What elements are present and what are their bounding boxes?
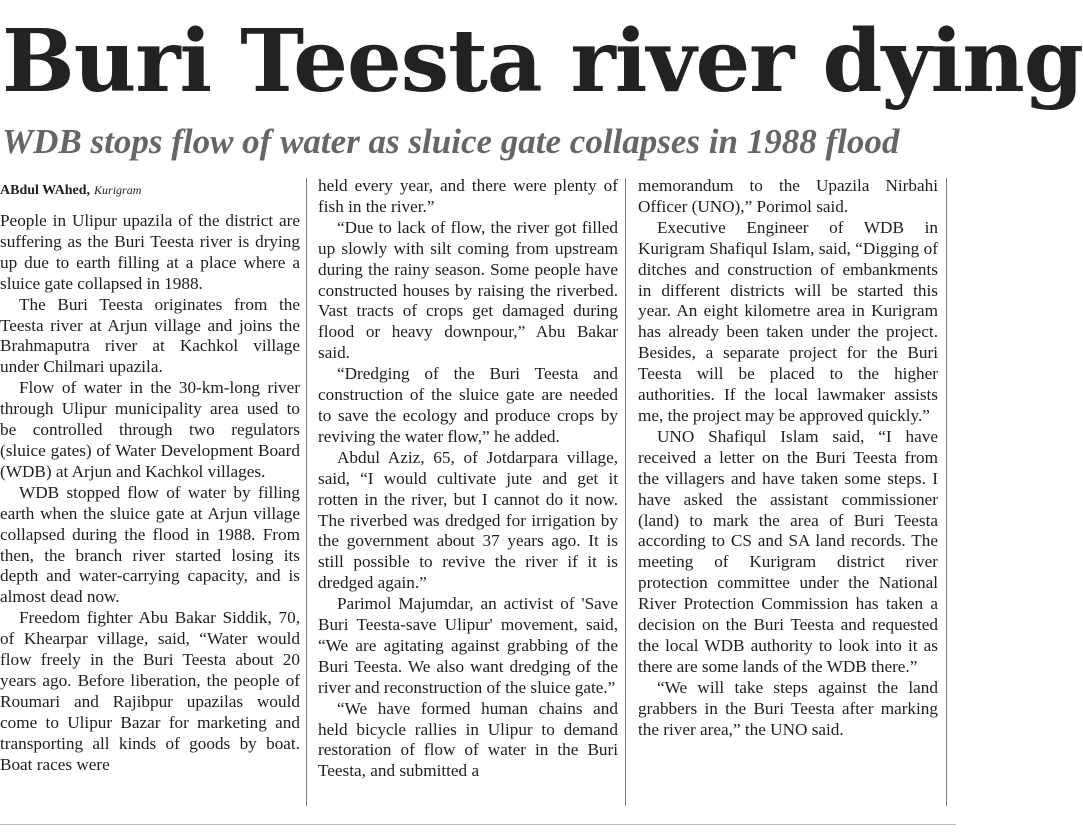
- article-column-2: [318, 176, 618, 782]
- paragraph: UNO Shafiqul Islam said, “I have received a letter on the Buri Teesta from the villagers and have taken some steps. I have asked the assistant commissioner (land) to mark the area of Buri Teesta according to CS and SA land records. The meeting of Kurigram district river protection committee under the National River Protection Commission has taken a decision on the Buri Teesta and requested the local WDB authority to look into it as there are some lands of the WDB there.”: [638, 426, 938, 676]
- paragraph: Executive Engineer of WDB in Kurigram Shafiqul Islam, said, “Digging of ditches and construction of embankments in different districts will be started this year. An eight kilometre area in Kurigram has already been taken under the project. Besides, a separate project for the Buri Teesta will be placed to the higher authorities. If the local lawmaker assists me, the project may be approved quickly.”: [638, 217, 938, 425]
- byline-location: Kurigram: [94, 183, 142, 197]
- paragraph: “We have formed human chains and held bicycle rallies in Ulipur to demand restoration of flow of water in the Buri Teesta, and submitted a: [318, 698, 618, 781]
- article-column-3: [638, 176, 938, 740]
- article-column-1: [0, 176, 300, 775]
- column-rule: [306, 178, 307, 806]
- paragraph: memorandum to the Upazila Nirbahi Officer (UNO),” Porimol said.: [638, 176, 938, 216]
- paragraph: People in Ulipur upazila of the district are suffering as the Buri Teesta river is drying up due to earth filling at a place where a sluice gate collapsed in 1988.: [0, 211, 300, 293]
- paragraph: The Buri Teesta originates from the Teesta river at Arjun village and joins the Brahmaputra river at Kachkol village under Chilmari upazila.: [0, 294, 300, 377]
- paragraph: WDB stopped flow of water by filling earth when the sluice gate at Arjun village collapsed during the flood in 1988. From then, the branch river started losing its depth and water-carrying capacity, and is almost dead now.: [0, 482, 300, 607]
- paragraph: “Dredging of the Buri Teesta and construction of the sluice gate are needed to save the ecology and produce crops by reviving the water flow,” he added.: [318, 364, 618, 446]
- paragraph: Abdul Aziz, 65, of Jotdarpara village, said, “I would cultivate jute and get it rotten in the river, but I cannot do it now. The riverbed was dredged for irrigation by the government about 37 years ago. It is still possible to revive the river if it is dredged again.”: [318, 447, 618, 593]
- headline: Buri Teesta river dying: [2, 11, 1083, 112]
- column-rule: [946, 178, 947, 806]
- paragraph: Parimol Majumdar, an activist of 'Save Buri Teesta-save Ulipur' movement, said, “We are agitating against grabbing of the Buri Teesta. We also want dredging of the river and reconstruction of the sluice gate.”: [318, 594, 618, 697]
- paragraph: “We will take steps against the land grabbers in the Buri Teesta after marking the river area,” the UNO said.: [638, 677, 938, 739]
- paragraph: “Due to lack of flow, the river got filled up slowly with silt coming from upstream during the rainy season. Some people have constructed houses by raising the riverbed. Vast tracts of crops get damaged during flood or heavy downpour,” Abu Bakar said.: [318, 217, 618, 363]
- byline: [0, 180, 300, 201]
- column-rule: [625, 178, 626, 806]
- subheadline: WDB stops flow of water as sluice gate collapses in 1988 flood: [2, 122, 900, 161]
- paragraph: Flow of water in the 30-km-long river through Ulipur municipality area used to be controlled through two regulators (sluice gates) of Water Development Board (WDB) at Arjun and Kachkol villages.: [0, 378, 300, 481]
- bottom-rule: [0, 824, 956, 825]
- paragraph: held every year, and there were plenty of fish in the river.”: [318, 176, 618, 216]
- paragraph: Freedom fighter Abu Bakar Siddik, 70, of Khearpar village, said, “Water would flow freely in the Buri Teesta about 20 years ago. Before liberation, the people of Roumari and Rajibpur upazilas would come to Ulipur Bazar for marketing and transporting all kinds of goods by boat. Boat races were: [0, 608, 300, 774]
- byline-author: ABdul WAhed,: [0, 183, 91, 198]
